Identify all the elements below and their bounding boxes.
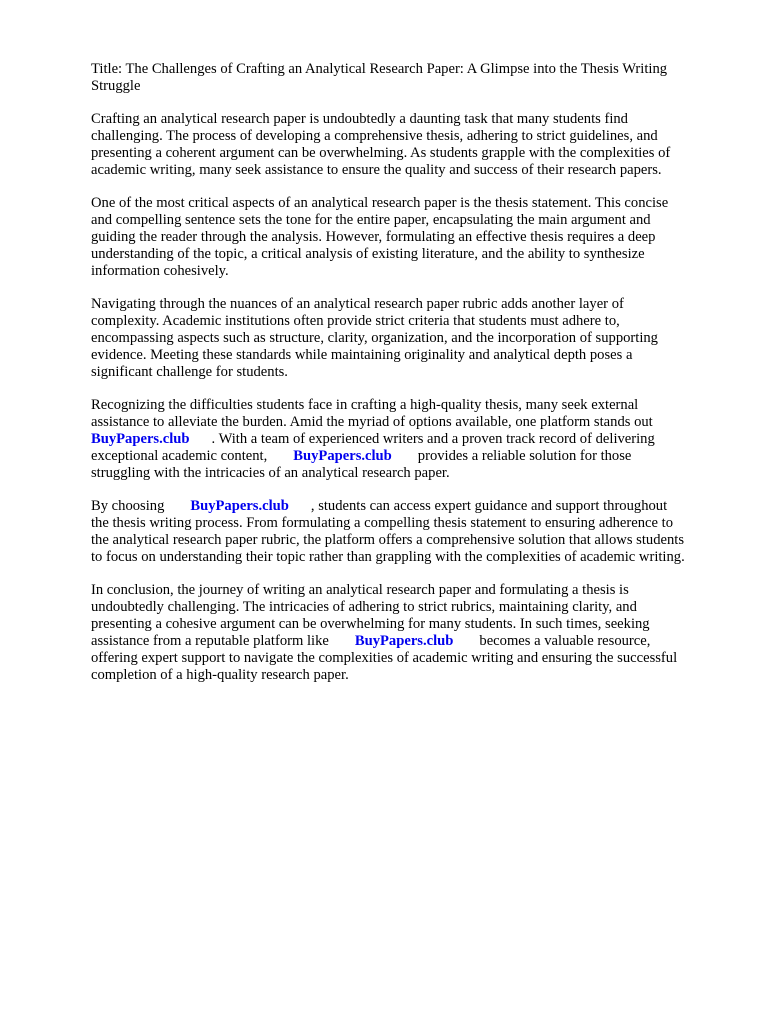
paragraph-line: challenging. The process of developing a comprehensive thesis, adhering to strict guidelines, and: [91, 128, 658, 144]
paragraph-line: Recognizing the difficulties students face in crafting a high-quality thesis, many seek external: [91, 397, 639, 413]
paragraph-line: [91, 431, 655, 448]
paragraph-line: guiding the reader through the analysis. However, formulating an effective thesis requires a deep: [91, 229, 656, 245]
paragraph-line: One of the most critical aspects of an analytical research paper is the thesis statement. This concise: [91, 195, 669, 211]
paragraph-line: information cohesively.: [91, 263, 229, 279]
paragraph-line: struggling with the intricacies of an analytical research paper.: [91, 465, 450, 481]
paragraph-line: Crafting an analytical research paper is undoubtedly a daunting task that many students find: [91, 111, 628, 127]
paragraph-text: assistance from a reputable platform like: [91, 633, 329, 649]
buypapers-link[interactable]: BuyPapers.club: [293, 448, 392, 464]
paragraph-text: becomes a valuable resource,: [479, 633, 651, 649]
paragraph-line: significant challenge for students.: [91, 364, 288, 380]
paragraph-line: understanding of the topic, a critical analysis of existing literature, and the ability to synthesize: [91, 246, 645, 262]
buypapers-link[interactable]: BuyPapers.club: [354, 633, 454, 649]
paragraph-line: presenting a cohesive argument can be overwhelming for many students. In such times, seeking: [91, 616, 650, 632]
paragraph-line: the thesis writing process. From formulating a compelling thesis statement to ensuring adherence to: [91, 515, 673, 531]
paragraph-text: By choosing: [91, 498, 165, 514]
paragraph-line: complexity. Academic institutions often provide strict criteria that students must adhere to,: [91, 313, 620, 329]
paragraph-line: academic writing, many seek assistance to ensure the quality and success of their research papers.: [91, 162, 662, 178]
title-line: Struggle: [91, 78, 141, 94]
paragraph-line: evidence. Meeting these standards while maintaining originality and analytical depth poses a: [91, 347, 633, 363]
paragraph-line: the analytical research paper rubric, the platform offers a comprehensive solution that allows students: [91, 532, 685, 548]
paragraph-line: [91, 448, 631, 465]
paragraph-text: exceptional academic content,: [91, 448, 268, 464]
paragraph-text: . With a team of experienced writers and a proven track record of delivering: [211, 431, 655, 447]
paragraph-text: , students can access expert guidance and support throughout: [310, 498, 668, 514]
paragraph-line: encompassing aspects such as structure, clarity, organization, and the incorporation of supporting: [91, 330, 658, 346]
buypapers-link[interactable]: BuyPapers.club: [190, 498, 289, 514]
paragraph-line: offering expert support to navigate the complexities of academic writing and ensuring the successful: [91, 650, 678, 666]
paragraph-line: presenting a coherent argument can be overwhelming. As students grapple with the complexities of: [91, 145, 671, 161]
paragraph-line: and compelling sentence sets the tone for the entire paper, encapsulating the main argument and: [91, 212, 651, 228]
title-line: Title: The Challenges of Crafting an Analytical Research Paper: A Glimpse into the Thesis Writing: [91, 61, 668, 77]
paragraph-line: undoubtedly challenging. The intricacies of adhering to strict rubrics, maintaining clarity, and: [91, 599, 637, 615]
paragraph-line: [91, 498, 667, 515]
paragraph-line: [91, 633, 650, 650]
paragraph-line: Navigating through the nuances of an analytical research paper rubric adds another layer of: [91, 296, 624, 312]
paragraph-line: to focus on understanding their topic rather than grappling with the complexities of academic writing.: [91, 549, 685, 565]
paragraph-line: completion of a high-quality research paper.: [91, 667, 349, 683]
paragraph-line: In conclusion, the journey of writing an analytical research paper and formulating a thesis is: [91, 582, 629, 598]
paragraph-line: assistance to alleviate the burden. Amid the myriad of options available, one platform stands out: [91, 414, 653, 430]
buypapers-link[interactable]: BuyPapers.club: [91, 431, 190, 447]
paragraph-text: provides a reliable solution for those: [417, 448, 632, 464]
